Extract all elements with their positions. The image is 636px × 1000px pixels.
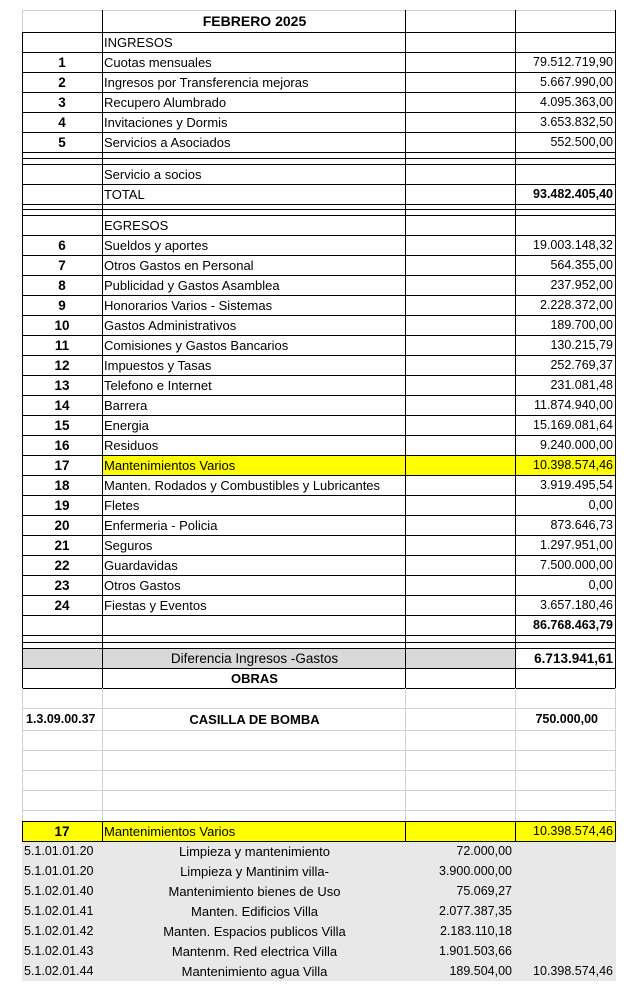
row-label: Sueldos y aportes	[104, 237, 209, 253]
row-amount: 11.874.940,00	[533, 398, 613, 412]
obras-amount: 750.000,00	[535, 712, 598, 726]
row-label: Cuotas mensuales	[104, 54, 212, 70]
ingresos-total-amount: 93.482.405,40	[533, 187, 613, 201]
obras-heading-row	[0, 668, 636, 688]
egresos-heading: EGRESOS	[104, 217, 169, 233]
detail-row	[22, 901, 616, 921]
table-row	[0, 475, 636, 495]
detail-total	[515, 941, 616, 961]
obras-row	[0, 708, 636, 730]
row-amount: 552.500,00	[550, 135, 613, 149]
row-label: Otros Gastos en Personal	[104, 257, 254, 273]
grid-hline	[22, 555, 616, 556]
grid-vline	[102, 10, 103, 688]
servicio-label: Servicio a socios	[104, 166, 202, 182]
grid-hline	[22, 770, 616, 771]
row-label: Fletes	[104, 497, 140, 513]
table-row	[0, 132, 636, 152]
grid-hline	[22, 112, 616, 113]
detail-row	[22, 841, 616, 861]
grid-hline	[22, 275, 616, 276]
grid-hline	[22, 615, 616, 616]
grid-hline	[22, 335, 616, 336]
grid-hline	[22, 215, 616, 216]
grid-hline	[22, 475, 616, 476]
table-row	[0, 495, 636, 515]
grid-hline	[22, 295, 616, 296]
table-row	[0, 375, 636, 395]
detail-total	[515, 841, 616, 861]
row-number: 1	[58, 54, 66, 70]
row-number: 16	[54, 437, 70, 453]
row-amount: 873.646,73	[550, 518, 613, 532]
row-amount: 252.769,37	[550, 358, 613, 372]
row-number: 14	[54, 397, 70, 413]
grid-hline	[22, 209, 616, 210]
ingresos-heading: INGRESOS	[104, 34, 173, 50]
row-label: Recupero Alumbrado	[104, 94, 227, 110]
grid-hline	[22, 535, 616, 536]
row-label: Energia	[104, 417, 149, 433]
detail-code: 5.1.02.01.42	[24, 924, 94, 938]
detalle-mid-cell	[405, 821, 515, 841]
obras-code: 1.3.09.00.37	[26, 712, 96, 726]
table-row	[0, 535, 636, 555]
row-number: 18	[54, 477, 70, 493]
table-row	[0, 335, 636, 355]
row-label: Gastos Administrativos	[104, 317, 237, 333]
detail-amount: 189.504,00	[449, 964, 512, 978]
grid-hline	[22, 92, 616, 93]
grid-hline	[22, 184, 616, 185]
grid-hline	[22, 810, 616, 811]
row-amount: 19.003.148,32	[533, 238, 613, 252]
detail-amount: 1.901.503,66	[439, 944, 512, 958]
row-number: 11	[54, 337, 70, 353]
grid-vline	[615, 688, 616, 821]
row-label: Otros Gastos	[104, 577, 181, 593]
grid-hline	[22, 72, 616, 73]
detail-label: Mantenm. Red electrica Villa	[171, 943, 338, 959]
grid-hline	[22, 32, 616, 33]
row-label: Enfermeria - Policia	[104, 517, 218, 533]
detalle-heading-row	[0, 821, 636, 841]
row-amount: 3.657.180,46	[540, 598, 613, 612]
table-row	[0, 515, 636, 535]
row-label: Honorarios Varios - Sistemas	[104, 297, 273, 313]
row-number: 10	[54, 317, 70, 333]
detail-amount: 75.069,27	[456, 884, 512, 898]
row-label: Manten. Rodados y Combustibles y Lubricantes	[104, 477, 381, 493]
grid-hline	[22, 52, 616, 53]
detail-code: 5.1.02.01.43	[24, 944, 94, 958]
row-amount: 0,00	[588, 498, 613, 512]
row-amount: 564.355,00	[550, 258, 613, 272]
grid-vline	[515, 821, 516, 841]
row-amount: 189.700,00	[550, 318, 613, 332]
table-row	[0, 112, 636, 132]
grid-hline	[22, 648, 616, 649]
row-label: Impuestos y Tasas	[104, 357, 212, 373]
grid-hline	[22, 635, 616, 636]
table-row	[0, 295, 636, 315]
grid-hline	[22, 515, 616, 516]
row-amount: 231.081,48	[550, 378, 613, 392]
detail-label: Mantenimiento bienes de Uso	[168, 883, 341, 899]
ingresos-heading-row	[0, 32, 636, 52]
detail-row	[22, 861, 616, 881]
grid-hline	[22, 730, 616, 731]
row-mid-cell	[405, 455, 515, 475]
detail-amount: 3.900.000,00	[439, 864, 512, 878]
detalle-number: 17	[22, 821, 102, 841]
row-number: 7	[58, 257, 66, 273]
sheet-title: FEBRERO 2025	[202, 13, 307, 29]
grid-hline	[22, 668, 616, 669]
row-amount: 2.228.372,00	[540, 298, 613, 312]
detail-code: 5.1.01.01.20	[24, 864, 94, 878]
grid-vline	[405, 821, 406, 841]
grid-hline	[22, 204, 616, 205]
row-label: Ingresos por Transferencia mejoras	[104, 74, 309, 90]
grid-hline	[22, 750, 616, 751]
grid-hline	[22, 255, 616, 256]
row-label: Mantenimientos Varios	[102, 455, 405, 475]
grid-hline	[22, 315, 616, 316]
row-label: Publicidad y Gastos Asamblea	[104, 277, 280, 293]
row-number: 9	[58, 297, 66, 313]
detalle-amount: 10.398.574,46	[515, 821, 616, 841]
grid-hline	[22, 375, 616, 376]
grid-hline	[22, 595, 616, 596]
grid-hline	[22, 355, 616, 356]
detail-label: Limpieza y Mantinim villa-	[180, 863, 329, 879]
row-label: Telefono e Internet	[104, 377, 212, 393]
grid-vline	[22, 688, 23, 821]
grid-hline	[22, 455, 616, 456]
detail-code: 5.1.02.01.40	[24, 884, 94, 898]
grid-hline	[22, 10, 616, 11]
detail-amount: 72.000,00	[456, 844, 512, 858]
egresos-total-amount: 86.768.463,79	[533, 618, 613, 632]
egresos-total-row	[0, 615, 636, 635]
row-number: 4	[58, 114, 66, 130]
grid-hline	[22, 235, 616, 236]
detail-row	[22, 921, 616, 941]
ingresos-total-row	[0, 184, 636, 204]
detail-code: 5.1.02.01.44	[24, 964, 94, 978]
detail-total	[515, 861, 616, 881]
detail-total	[515, 901, 616, 921]
row-amount: 1.297.951,00	[540, 538, 613, 552]
detail-amount: 2.077.387,35	[439, 904, 512, 918]
row-number: 24	[54, 597, 70, 613]
grid-hline	[22, 435, 616, 436]
row-amount: 237.952,00	[550, 278, 613, 292]
row-number: 3	[58, 94, 66, 110]
table-row	[0, 72, 636, 92]
row-number: 22	[54, 557, 70, 573]
title-row	[0, 10, 636, 32]
table-row	[0, 555, 636, 575]
diferencia-amount: 6.713.941,61	[515, 648, 616, 668]
row-number: 2	[58, 74, 66, 90]
obras-label: CASILLA DE BOMBA	[189, 711, 320, 727]
table-row	[0, 435, 636, 455]
table-row	[0, 595, 636, 615]
row-number: 20	[54, 517, 70, 533]
row-label: Residuos	[104, 437, 159, 453]
row-label: Seguros	[104, 537, 153, 553]
table-row	[0, 275, 636, 295]
detail-code: 5.1.02.01.41	[24, 904, 94, 918]
row-amount: 9.240.000,00	[540, 438, 613, 452]
row-amount: 7.500.000,00	[540, 558, 613, 572]
grid-vline	[102, 688, 103, 821]
row-label: Servicios a Asociados	[104, 134, 231, 150]
grid-hline	[22, 821, 616, 822]
grid-vline	[405, 688, 406, 821]
egresos-heading-row	[0, 215, 636, 235]
row-label: Barrera	[104, 397, 148, 413]
row-number: 15	[54, 417, 70, 433]
diferencia-label: Diferencia Ingresos -Gastos	[170, 650, 339, 666]
detail-row	[22, 881, 616, 901]
row-amount: 3.653.832,50	[540, 115, 613, 129]
table-row	[0, 315, 636, 335]
row-amount: 4.095.363,00	[540, 95, 613, 109]
diferencia-row	[22, 648, 616, 668]
grid-hline	[22, 708, 616, 709]
detail-label: Manten. Espacios publicos Villa	[163, 923, 346, 939]
grid-hline	[22, 152, 616, 153]
detail-amount: 2.183.110,18	[439, 924, 512, 938]
grid-vline	[102, 821, 103, 841]
row-label: Fiestas y Eventos	[104, 597, 207, 613]
row-amount: 79.512.719,90	[533, 55, 613, 69]
row-number: 17	[54, 457, 70, 473]
grid-vline	[615, 10, 616, 688]
total-label: TOTAL	[104, 186, 145, 202]
row-number: 5	[58, 134, 66, 150]
row-label: Invitaciones y Dormis	[104, 114, 228, 130]
grid-hline	[22, 790, 616, 791]
table-row	[0, 92, 636, 112]
grid-hline	[22, 395, 616, 396]
row-number: 6	[58, 237, 66, 253]
grid-vline	[22, 821, 23, 841]
detail-row	[22, 961, 616, 981]
grid-hline	[22, 841, 616, 842]
row-label: Comisiones y Gastos Bancarios	[104, 337, 289, 353]
row-amount: 0,00	[588, 578, 613, 592]
detail-label: Mantenimiento agua Villa	[181, 963, 328, 979]
detalle-label: Mantenimientos Varios	[102, 821, 405, 841]
grid-hline	[22, 164, 616, 165]
detail-label: Limpieza y mantenimiento	[178, 843, 331, 859]
detail-code: 5.1.01.01.20	[24, 844, 94, 858]
row-number: 13	[54, 377, 70, 393]
table-row	[0, 415, 636, 435]
grid-vline	[515, 688, 516, 821]
row-amount: 3.919.495,54	[540, 478, 613, 492]
row-number: 23	[54, 577, 70, 593]
detail-total	[515, 881, 616, 901]
grid-hline	[22, 575, 616, 576]
row-amount: 10.398.574,46	[515, 455, 616, 475]
row-amount: 130.215,79	[550, 338, 613, 352]
grid-hline	[22, 495, 616, 496]
grid-hline	[22, 158, 616, 159]
detail-row	[22, 941, 616, 961]
detail-total	[515, 921, 616, 941]
grid-vline	[515, 10, 516, 688]
obras-heading: OBRAS	[231, 670, 278, 686]
table-row	[0, 575, 636, 595]
detail-total: 10.398.574,46	[533, 964, 613, 978]
grid-vline	[22, 32, 23, 688]
table-row	[0, 455, 636, 475]
grid-hline	[22, 688, 616, 689]
row-number: 12	[54, 357, 70, 373]
table-row	[0, 52, 636, 72]
table-row	[0, 235, 636, 255]
row-amount: 5.667.990,00	[540, 75, 613, 89]
grid-hline	[22, 642, 616, 643]
table-row	[0, 255, 636, 275]
grid-vline	[405, 32, 406, 648]
servicio-row	[0, 164, 636, 184]
grid-vline	[615, 821, 616, 841]
table-row	[0, 395, 636, 415]
row-number: 19	[54, 497, 70, 513]
grid-hline	[22, 132, 616, 133]
row-amount: 15.169.081,64	[533, 418, 613, 432]
row-label: Guardavidas	[104, 557, 178, 573]
row-number: 8	[58, 277, 66, 293]
grid-hline	[22, 415, 616, 416]
table-row	[0, 355, 636, 375]
row-number: 21	[54, 537, 70, 553]
detail-label: Manten. Edificios Villa	[191, 903, 318, 919]
